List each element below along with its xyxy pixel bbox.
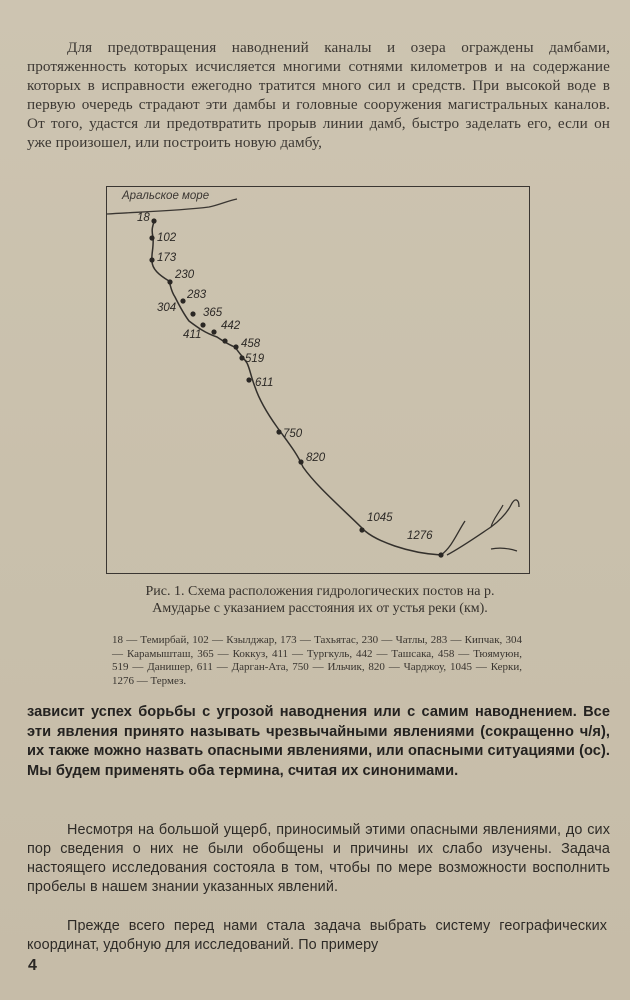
- station-dot: [151, 218, 156, 223]
- station-label: 230: [175, 269, 195, 281]
- station-dot: [233, 344, 238, 349]
- station-label: 365: [203, 307, 223, 319]
- station-dot: [276, 429, 281, 434]
- river-schematic: [107, 187, 531, 575]
- task-paragraph: Прежде всего перед нами стала задача выбрать систему географических координат, удобную для исследований. По примеру: [27, 918, 607, 953]
- station-label: 442: [221, 320, 241, 332]
- station-label: 458: [241, 338, 261, 350]
- station-dot: [222, 338, 227, 343]
- station-dot: [438, 552, 443, 557]
- station-dot: [149, 257, 154, 262]
- figure-caption: Рис. 1. Схема расположения гидрологических постов на р. Амударье с указанием расстояния их от устья реки (км).: [145, 584, 495, 616]
- station-label: 1045: [367, 512, 393, 524]
- station-label: 173: [157, 252, 177, 264]
- station-dot: [359, 527, 364, 532]
- station-dot: [239, 355, 244, 360]
- station-label: 411: [183, 329, 202, 341]
- station-label: 102: [157, 232, 177, 244]
- amudarya-river-line: [152, 219, 441, 555]
- station-dot: [211, 329, 216, 334]
- station-dot: [246, 377, 251, 382]
- station-label: 611: [255, 377, 274, 389]
- figure-legend: 18 — Темирбай, 102 — Кзылджар, 173 — Тахьятас, 230 — Чатлы, 283 — Кипчак, 304 — Карамышташ, 365 — Коккуз, 411 — Тургкуль, 442 — Ташсака, 458 — Тюямуюн, 519 — Данишер, 611 — Дарган-Ата, 750 — Ильчик, 820 — Чарджоу, 1045 — Керки, 1276 — Термез.: [112, 634, 522, 687]
- tributary-3: [491, 505, 503, 527]
- station-label: 18: [137, 212, 150, 224]
- station-dot: [190, 311, 195, 316]
- station-label: 750: [283, 428, 303, 440]
- station-dot: [180, 298, 185, 303]
- station-label: 304: [157, 302, 177, 314]
- continuation-paragraph: зависит успех борьбы с угрозой наводнения или с самим наводнением. Все эти явления принято называть чрезвычайными явлениями (сокращенно ч/я), их также можно назвать опасными явлениями, или опасными ситуациями (ос). Мы будем применять оба термина, считая их синонимами.: [27, 704, 610, 779]
- station-label: 283: [187, 289, 207, 301]
- tributary-2: [447, 500, 519, 555]
- damage-paragraph: Несмотря на большой ущерб, приносимый этими опасными явлениями, до сих пор сведения о них не были обобщены и причины их слабо изучены. Задача настоящего исследования состояла в том, чтобы по мере возможности восполнить пробелы в нашем знании указанных явлений.: [27, 822, 610, 895]
- page-number: 4: [28, 957, 37, 974]
- station-dot: [298, 459, 303, 464]
- station-label: 1276: [407, 530, 433, 542]
- tributary-1: [441, 521, 465, 555]
- sea-label: Аральское море: [119, 190, 212, 202]
- tributary-4: [491, 548, 517, 551]
- station-label: 519: [245, 353, 265, 365]
- station-label: 820: [306, 452, 326, 464]
- amudarya-station-map: [106, 186, 530, 574]
- station-dot: [167, 279, 172, 284]
- station-dot: [200, 322, 205, 327]
- intro-paragraph: Для предотвращения наводнений каналы и озера ограждены дамбами, протяженность которых исчисляется многими сотнями километров и на содержание которых в исправности ежегодно тратится много сил и средств. При высокой воде в первую очередь страдают эти дамбы и головные сооружения магистральных каналов. От того, удастся ли предотвратить прорыв линии дамб, быстро заделать его, если он уже произошел, или построить новую дамбу,: [27, 39, 610, 151]
- station-dot: [149, 235, 154, 240]
